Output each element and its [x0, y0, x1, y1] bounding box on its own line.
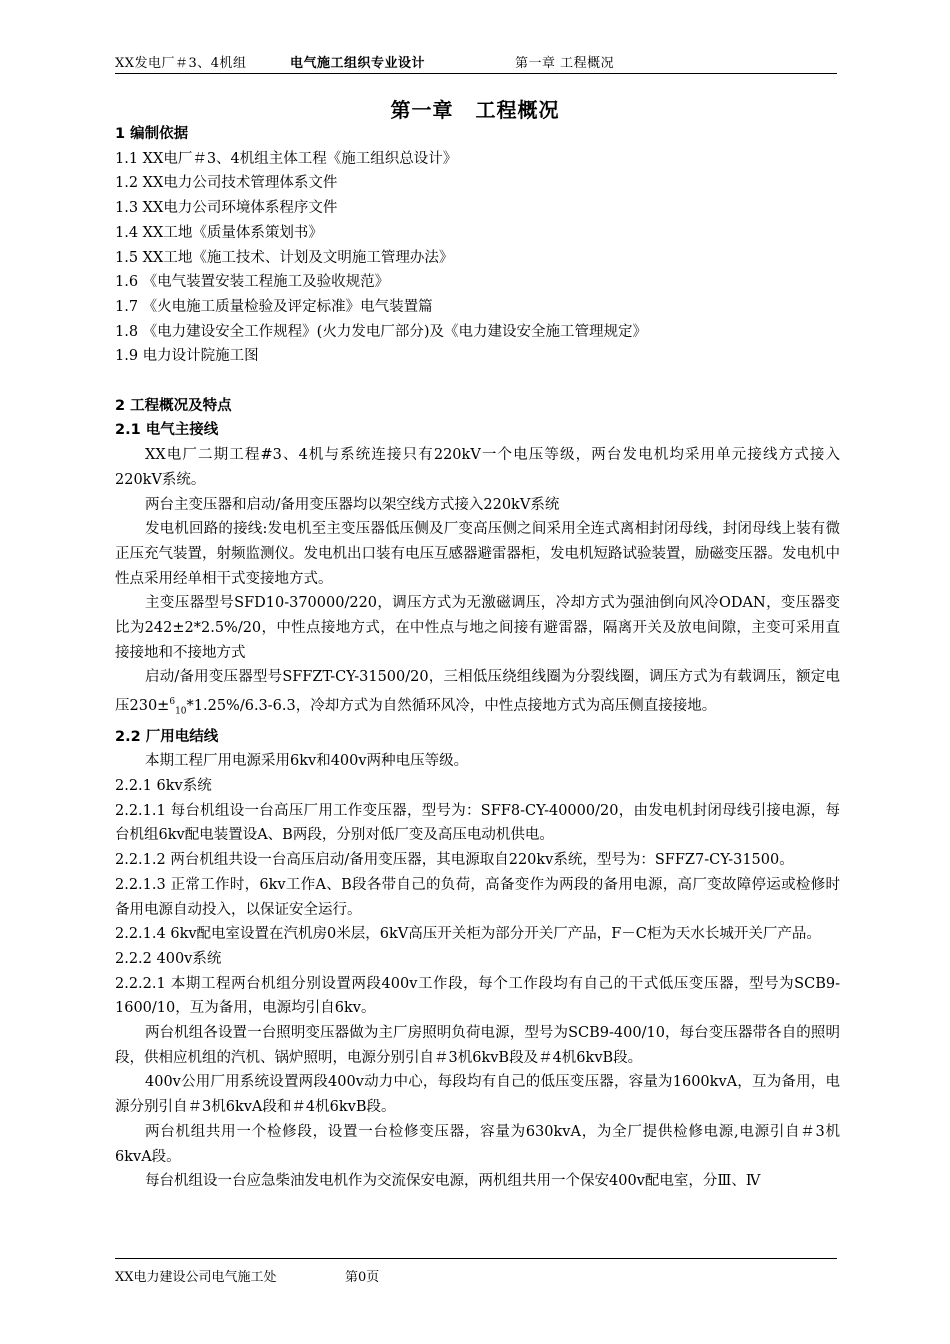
chapter-title: [0, 94, 950, 123]
startup-text-b: *1.25%/6.3-6.3，冷却方式为自然循环风冷，中性点接地方式为高压侧直接接地。: [186, 697, 717, 714]
basis-item: 1.8 《电力建设安全工作规程》(火力发电厂部分)及《电力建设安全施工管理规定》: [115, 323, 647, 340]
chapter-name: 工程概况: [475, 98, 560, 122]
subsection-heading-2-2: 2.2 厂用电结线: [115, 728, 219, 745]
paragraph-generator-circuit: 发电机回路的接线:发电机至主变压器低压侧及厂变高压侧之间采用全连式离相封闭母线，封闭母线上装有微正压充气装置，射频监测仪。发电机出口装有电压互感器避雷器柜，发电机短路试验装置，励磁变压器。发电机中性点采用经单相干式变接地方式。: [115, 521, 840, 587]
paragraph-public-system: 400v公用厂用系统设置两段400v动力中心，每段均有自己的低压变压器，容量为1600kvA，互为备用，电源分别引自＃3机6kvA段和＃4机6kvB段。: [115, 1074, 840, 1116]
clause-2-2-1-3: 2.2.1.3 正常工作时，6kv工作A、B段各带自己的负荷，高备变作为两段的备用电源，高厂变故障停运或检修时备用电源自动投入，以保证安全运行。: [115, 876, 840, 918]
voltage-subscript: 10: [175, 706, 187, 717]
voltage-superscript: 6: [169, 697, 176, 708]
footer-page-number: 第0页: [345, 1270, 380, 1285]
paragraph-system-connection: XX电厂二期工程#3、4机与系统连接只有220kV一个电压等级，两台发电机均采用单元接线方式接入220kV系统。: [115, 447, 840, 488]
subsection-heading-2-2-2: 2.2.2 400v系统: [115, 950, 222, 967]
basis-item: 1.6 《电气装置安装工程施工及验收规范》: [115, 274, 390, 291]
basis-item: 1.5 XX工地《施工技术、计划及文明施工管理办法》: [115, 249, 454, 266]
paragraph-main-transformer: 主变压器型号SFD10-370000/220，调压方式为无激磁调压，冷却方式为强油倒向风冷ODAN，变压器变比为242±2*2.5%/20，中性点接地方式，在中性点与地之间接有避雷器，隔离开关及放电间隙，主变可采用直接接地和不接地方式: [115, 595, 840, 661]
paragraph-voltage-levels: 本期工程厂用电源采用6kv和400v两种电压等级。: [145, 753, 469, 770]
subsection-heading-2-1: 2.1 电气主接线: [115, 422, 219, 439]
paragraph-overhead-lines: 两台主变压器和启动/备用变压器均以架空线方式接入220kV系统: [145, 496, 560, 513]
paragraph-lighting-transformer: 两台机组各设置一台照明变压器做为主厂房照明负荷电源，型号为SCB9-400/10，每台变压器带各自的照明段，供相应机组的汽机、锅炉照明，电源分别引自＃3机6kvB段及＃4机6kvB段。: [115, 1025, 840, 1066]
startup-text-a: 启动/备用变压器型号SFFZT-CY-31500/20，三相低压绕组线圈为分裂线圈，调压方式为有载调压，额定电压230±: [115, 669, 840, 714]
basis-item: 1.9 电力设计院施工图: [115, 348, 259, 365]
basis-item: 1.1 XX电厂＃3、4机组主体工程《施工组织总设计》: [115, 150, 458, 167]
document-body: [115, 122, 840, 1194]
paragraph-startup-transformer: [115, 665, 840, 724]
blank-line: [115, 369, 840, 394]
basis-item: 1.3 XX电力公司环境体系程序文件: [115, 200, 338, 217]
basis-item: 1.7 《火电施工质量检验及评定标准》电气装置篇: [115, 298, 433, 315]
header-chapter: 第一章 工程概况: [515, 56, 615, 71]
basis-item: 1.2 XX电力公司技术管理体系文件: [115, 175, 338, 192]
clause-2-2-1-2: 2.2.1.2 两台机组共设一台高压启动/备用变压器，其电源取自220kv系统，型号为：SFFZ7-CY-31500。: [115, 852, 794, 869]
clause-2-2-1-1: 2.2.1.1 每台机组设一台高压厂用工作变压器，型号为：SFF8-CY-40000/20，由发电机封闭母线引接电源，每台机组6kv配电装置设A、B两段，分别对低厂变及高压电动机供电。: [115, 802, 840, 844]
header-project: XX发电厂＃3、4机组: [115, 56, 247, 71]
paragraph-diesel-generator: 每台机组设一台应急柴油发电机作为交流保安电源，两机组共用一个保安400v配电室，分Ⅲ、Ⅳ: [145, 1173, 761, 1190]
subsection-heading-2-2-1: 2.2.1 6kv系统: [115, 777, 212, 794]
footer-company: XX电力建设公司电气施工处: [115, 1270, 277, 1285]
basis-item: 1.4 XX工地《质量体系策划书》: [115, 224, 323, 241]
paragraph-maintenance-section: 两台机组共用一个检修段，设置一台检修变压器，容量为630kvA，为全厂提供检修电源,电源引自＃3机6kvA段。: [115, 1123, 840, 1165]
footer-rule: [115, 1258, 837, 1259]
clause-2-2-1-4: 2.2.1.4 6kv配电室设置在汽机房0米层，6kV高压开关柜为部分开关厂产品，F－C柜为天水长城开关厂产品。: [115, 926, 821, 943]
header-rule: [115, 73, 837, 74]
section-heading-2: 2 工程概况及特点: [115, 397, 232, 414]
section-heading-1: 1 编制依据: [115, 126, 189, 142]
chapter-number: 第一章: [390, 98, 454, 122]
header-document-title: 电气施工组织专业设计: [290, 56, 426, 71]
clause-2-2-2-1: 2.2.2.1 本期工程两台机组分别设置两段400v工作段，每个工作段均有自己的干式低压变压器，型号为SCB9-1600/10，互为备用，电源均引自6kv。: [115, 975, 840, 1017]
